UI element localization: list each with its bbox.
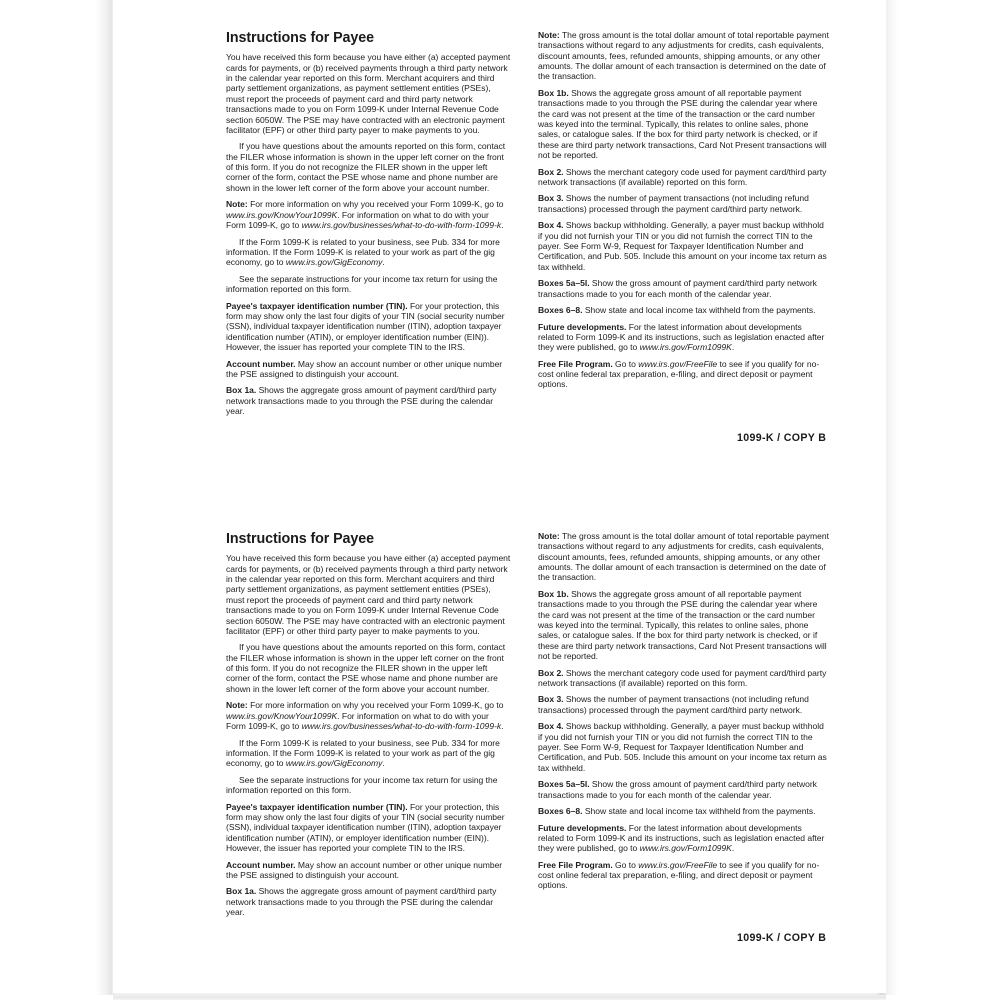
- paragraph-text: Shows backup withholding. Generally, a payer must backup withhold if you did not furnish your TIN or you did not furnish the correct TIN to the payer. See Form W-9, Request for Taxpayer Identification Number and Certification, and Pub. 505. Include this amount on your income tax return as tax withheld.: [538, 220, 827, 272]
- paragraph-lead: Payee's taxpayer identification number (TIN).: [226, 801, 408, 812]
- paragraph-text: You have received this form because you have either (a) accepted payment cards for payments, or (b) received payments through a third party network in the calendar year reported on this form. Merchant acquirers and third party settlement organizations, as payment settlement entities (PSEs), must report the proceeds of payment card and third party network transactions made to you on Form 1099-K under Internal Revenue Code section 6050W. The PSE may have contracted with an electronic payment facilitator (EPF) or other third party payer to make payments to you.: [226, 52, 511, 135]
- paragraph-lead: Box 1b.: [538, 588, 569, 599]
- paragraph-lead: Boxes 6–8.: [538, 806, 583, 817]
- paragraph-intro: [226, 52, 511, 135]
- paragraph-box-1b: [538, 589, 830, 661]
- page-title: Instructions for Payee: [226, 30, 374, 46]
- page-edge-shadow-left: [95, 0, 115, 995]
- paragraph-boxes-6-8: [538, 806, 830, 816]
- paragraph-box-3: [538, 694, 830, 715]
- paragraph-text: The gross amount is the total dollar amount of total reportable payment transactions without regard to any adjustments for credits, cash equivalents, discount amounts, fees, refunded amounts, shipping amounts, or any other amounts. The dollar amount of each transaction is determined on the date of the transaction.: [538, 531, 829, 583]
- paragraph-boxes-5a-5l: [538, 278, 830, 299]
- paragraph-tin: [226, 802, 511, 854]
- paragraph-text: Go to: [612, 358, 639, 369]
- paragraph-text: May show an account number or other unique number the PSE assigned to distinguish your account.: [226, 859, 503, 880]
- paragraph-text: .: [731, 843, 735, 854]
- paragraph-business: [226, 738, 511, 769]
- paragraph-box-3: [538, 193, 830, 214]
- copy-2-right-paragraphs: [538, 531, 830, 891]
- paragraph-lead: Box 2.: [538, 166, 564, 177]
- copy-2-left-column: [226, 531, 511, 917]
- page-title: Instructions for Payee: [226, 531, 374, 547]
- paragraph-lead: Boxes 5a–5l.: [538, 278, 590, 289]
- paragraph-text: . For information on what to do with your Form 1099-K, go to: [226, 710, 489, 731]
- paragraph-box-1b: [538, 88, 830, 160]
- paragraph-box-1a: [226, 385, 511, 416]
- paragraph-lead: Box 3.: [538, 694, 564, 705]
- paragraph-text: Shows the aggregate gross amount of all reportable payment transactions made to you through the PSE during the calendar year where the card was not present at the time of the transaction or the card number was keyed into the terminal. Typically, this relates to online sales, phone sales, or catalogue sales. If the box for third party network is checked, or if these are third party network transactions, Card Not Present transactions will not be reported.: [538, 87, 827, 160]
- paragraph-text: Go to: [612, 859, 639, 870]
- paragraph-lead: Boxes 6–8.: [538, 305, 583, 316]
- paragraph-lead: Box 1a.: [226, 886, 257, 897]
- paragraph-account-number: [226, 359, 511, 380]
- paragraph-box-2: [538, 668, 830, 689]
- irs-url: www.irs.gov/GigEconomy: [285, 758, 383, 769]
- irs-url: www.irs.gov/Form1099K: [639, 843, 732, 854]
- paragraph-lead: Box 4.: [538, 721, 564, 732]
- paragraph-text: For your protection, this form may show only the last four digits of your TIN (social security number (SSN), individual taxpayer identification number (ITIN), adoption taxpayer identification number (ATIN), or employer identification number (EIN)). However, the issuer has reported your complete TIN to the IRS.: [226, 300, 505, 352]
- paragraph-future-developments: [538, 823, 830, 854]
- paragraph-lead: Account number.: [226, 859, 296, 870]
- paragraph-text: If you have questions about the amounts reported on this form, contact the FILER whose information is shown in the upper left corner on the front of this form. If you do not recognize the FILER shown in the upper left corner of the form, contact the PSE whose name and phone number are shown in the lower left corner of the form above your account number.: [226, 642, 506, 694]
- copy-1-left-paragraphs: [226, 52, 511, 416]
- copy-1-left-column: [226, 30, 511, 416]
- paragraph-text: For the latest information about developments related to Form 1099-K and its instructions, such as legislation enacted after they were published, go to: [538, 822, 825, 854]
- paragraph-note-gross: [538, 30, 830, 82]
- paragraph-text: The gross amount is the total dollar amount of total reportable payment transactions without regard to any adjustments for credits, cash equivalents, discount amounts, fees, refunded amounts, shipping amounts, or any other amounts. The dollar amount of each transaction is determined on the date of the transaction.: [538, 30, 829, 82]
- paragraph-text: For more information on why you received your Form 1099-K, go to: [247, 199, 504, 210]
- paragraph-boxes-6-8: [538, 305, 830, 315]
- paragraph-text: Shows the number of payment transactions (not including refund transactions) processed through the payment card/third party network.: [538, 694, 809, 715]
- irs-url: www.irs.gov/businesses/what-to-do-with-form-1099-k: [301, 219, 502, 230]
- paragraph-lead: Free File Program.: [538, 859, 613, 870]
- paragraph-text: If the Form 1099-K is related to your business, see Pub. 334 for more information. If the Form 1099-K is related to your work as part of the gig economy, go to: [226, 737, 500, 769]
- paragraph-lead: Box 1a.: [226, 385, 257, 396]
- irs-url: www.irs.gov/businesses/what-to-do-with-form-1099-k: [301, 720, 502, 731]
- paragraph-lead: Note:: [538, 30, 560, 40]
- paragraph-text: For your protection, this form may show only the last four digits of your TIN (social security number (SSN), individual taxpayer identification number (ITIN), adoption taxpayer identification number (ATIN), or employer identification number (EIN)). However, the issuer has reported your complete TIN to the IRS.: [226, 801, 505, 853]
- paragraph-business: [226, 237, 511, 268]
- paragraph-box-4: [538, 721, 830, 773]
- paragraph-text: .: [382, 758, 385, 769]
- copy-1-right-paragraphs: [538, 30, 830, 390]
- paragraph-tin: [226, 301, 511, 353]
- paragraph-lead: Note:: [226, 700, 248, 711]
- paragraph-text: If you have questions about the amounts reported on this form, contact the FILER whose information is shown in the upper left corner on the front of this form. If you do not recognize the FILER shown in the upper left corner of the form, contact the PSE whose name and phone number are shown in the lower left corner of the form above your account number.: [226, 141, 506, 193]
- paragraph-lead: Future developments.: [538, 822, 627, 833]
- paragraph-future-developments: [538, 322, 830, 353]
- paragraph-separate-instructions: [226, 775, 511, 796]
- paragraph-text: Shows the aggregate gross amount of payment card/third party network transactions made to you through the PSE during the calendar year.: [226, 385, 497, 417]
- paragraph-lead: Box 1b.: [538, 87, 569, 98]
- copy-1-right-column: [538, 30, 830, 390]
- paragraph-box-4: [538, 220, 830, 272]
- irs-url: www.irs.gov/FreeFile: [638, 358, 718, 369]
- paragraph-text: Shows the aggregate gross amount of all reportable payment transactions made to you through the PSE during the calendar year where the card was not present at the time of the transaction or the card number was keyed into the terminal. Typically, this relates to online sales, phone sales, or catalogue sales. If the box for third party network is checked, or if these are third party network transactions, Card Not Present transactions will not be reported.: [538, 588, 827, 661]
- copy-2-left-paragraphs: [226, 553, 511, 917]
- paragraph-lead: Account number.: [226, 358, 296, 369]
- paragraph-text: Show state and local income tax withheld from the payments.: [582, 806, 816, 817]
- form-copy-label: 1099-K / COPY B: [737, 932, 827, 944]
- paragraph-box-2: [538, 167, 830, 188]
- paragraph-free-file: [538, 359, 830, 390]
- paragraph-lead: Note:: [226, 199, 248, 210]
- paragraph-separate-instructions: [226, 274, 511, 295]
- paragraph-box-1a: [226, 886, 511, 917]
- paragraph-lead: Free File Program.: [538, 358, 613, 369]
- paragraph-text: May show an account number or other unique number the PSE assigned to distinguish your account.: [226, 358, 503, 379]
- paragraph-text: to see if you qualify for no-cost online federal tax preparation, e-filing, and direct deposit or payment options.: [538, 859, 820, 891]
- paragraph-questions: [226, 642, 511, 694]
- paragraph-lead: Box 3.: [538, 193, 564, 204]
- irs-url: www.irs.gov/KnowYour1099K: [226, 209, 338, 220]
- paragraph-note-more-info: [226, 700, 511, 731]
- paragraph-note-more-info: [226, 199, 511, 230]
- irs-url: www.irs.gov/Form1099K: [639, 342, 732, 353]
- form-copy-label: 1099-K / COPY B: [737, 432, 827, 444]
- paragraph-lead: Boxes 5a–5l.: [538, 779, 590, 790]
- paragraph-lead: Note:: [538, 531, 560, 541]
- paragraph-text: .: [731, 342, 735, 353]
- paragraph-text: See the separate instructions for your income tax return for using the information reported on this form.: [226, 774, 498, 796]
- paragraph-text: .: [501, 219, 504, 230]
- paragraph-free-file: [538, 860, 830, 891]
- paragraph-note-gross: [538, 531, 830, 583]
- paragraph-text: You have received this form because you have either (a) accepted payment cards for payments, or (b) received payments through a third party network in the calendar year reported on this form. Merchant acquirers and third party settlement organizations, as payment settlement entities (PSEs), must report the proceeds of payment card and third party network transactions made to you on Form 1099-K under Internal Revenue Code section 6050W. The PSE may have contracted with an electronic payment facilitator (EPF) or other third party payer to make payments to you.: [226, 553, 511, 636]
- paragraph-text: Show the gross amount of payment card/third party network transactions made to you for each month of the calendar year.: [538, 278, 817, 299]
- paragraph-text: Shows backup withholding. Generally, a payer must backup withhold if you did not furnish your TIN or you did not furnish the correct TIN to the payer. See Form W-9, Request for Taxpayer Identification Number and Certification, and Pub. 505. Include this amount on your income tax return as tax withheld.: [538, 721, 827, 773]
- paragraph-text: See the separate instructions for your income tax return for using the information reported on this form.: [226, 273, 498, 295]
- paragraph-text: If the Form 1099-K is related to your business, see Pub. 334 for more information. If the Form 1099-K is related to your work as part of the gig economy, go to: [226, 236, 500, 268]
- paragraph-text: Shows the number of payment transactions (not including refund transactions) processed through the payment card/third party network.: [538, 193, 809, 214]
- paragraph-text: Shows the aggregate gross amount of payment card/third party network transactions made to you through the PSE during the calendar year.: [226, 886, 497, 918]
- document-page: [113, 0, 886, 993]
- irs-url: www.irs.gov/FreeFile: [638, 859, 718, 870]
- paragraph-text: Show the gross amount of payment card/third party network transactions made to you for each month of the calendar year.: [538, 779, 817, 800]
- paragraph-text: For more information on why you received your Form 1099-K, go to: [247, 700, 504, 711]
- copy-2-right-column: [538, 531, 830, 891]
- paragraph-lead: Box 2.: [538, 667, 564, 678]
- irs-url: www.irs.gov/KnowYour1099K: [226, 710, 338, 721]
- irs-url: www.irs.gov/GigEconomy: [285, 257, 383, 268]
- paragraph-text: For the latest information about developments related to Form 1099-K and its instructions, such as legislation enacted after they were published, go to: [538, 321, 825, 353]
- paragraph-boxes-5a-5l: [538, 779, 830, 800]
- paragraph-text: .: [382, 257, 385, 268]
- paragraph-text: Shows the merchant category code used for payment card/third party network transactions (if available) reported on this form.: [538, 166, 827, 187]
- paragraph-text: Shows the merchant category code used for payment card/third party network transactions (if available) reported on this form.: [538, 667, 827, 688]
- paragraph-lead: Box 4.: [538, 220, 564, 231]
- paragraph-text: to see if you qualify for no-cost online federal tax preparation, e-filing, and direct deposit or payment options.: [538, 358, 820, 390]
- paragraph-account-number: [226, 860, 511, 881]
- paragraph-questions: [226, 141, 511, 193]
- paragraph-text: Show state and local income tax withheld from the payments.: [582, 305, 816, 316]
- paragraph-lead: Future developments.: [538, 321, 627, 332]
- paragraph-text: . For information on what to do with your Form 1099-K, go to: [226, 209, 489, 230]
- paragraph-lead: Payee's taxpayer identification number (TIN).: [226, 300, 408, 311]
- paragraph-text: .: [501, 720, 504, 731]
- paragraph-intro: [226, 553, 511, 636]
